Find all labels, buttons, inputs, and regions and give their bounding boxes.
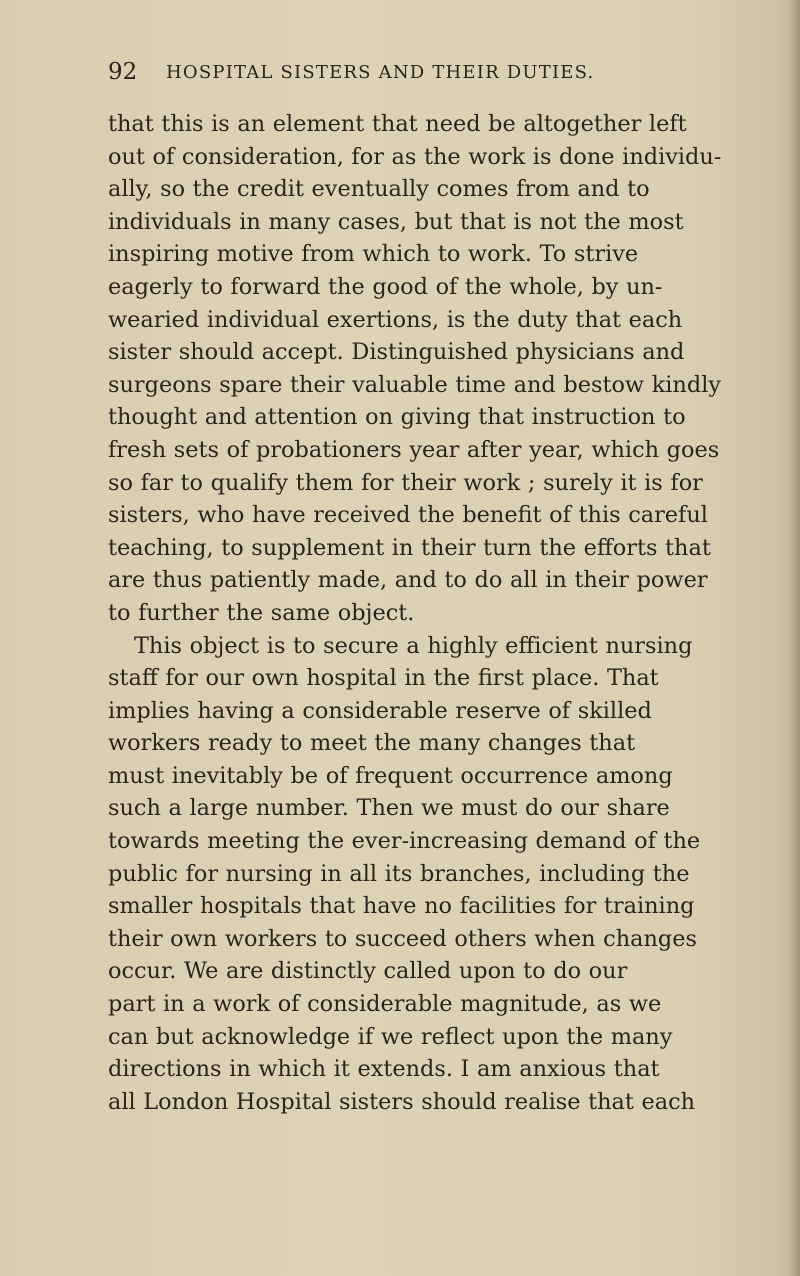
text-line: part in a work of considerable magnitude, as we — [108, 991, 662, 1018]
text-line: to further the same object. — [108, 599, 415, 626]
text-line: their own workers to succeed others when changes — [108, 925, 697, 952]
text-line: that this is an element that need be altogether left — [108, 111, 687, 137]
text-line: inspiring motive from which to work. To strive — [108, 241, 639, 268]
text-line: out of consideration, for as the work is done individu- — [108, 143, 722, 170]
running-title: HOSPITAL SISTERS AND THEIR DUTIES. — [166, 62, 595, 83]
text-line: so far to qualify them for their work ; surely it is for — [108, 469, 703, 496]
page-number: 92 — [108, 59, 138, 85]
text-line: surgeons spare their valuable time and bestow kindly — [108, 371, 721, 398]
body-text — [108, 108, 800, 1118]
text-line: wearied individual exertions, is the duty that each — [108, 306, 683, 333]
text-line: staff for our own hospital in the first place. That — [108, 665, 659, 692]
text-line: all London Hospital sisters should realise that each — [108, 1088, 696, 1115]
text-line: workers ready to meet the many changes that — [108, 730, 636, 757]
text-line: must inevitably be of frequent occurrence among — [108, 762, 673, 789]
text-line: eagerly to forward the good of the whole, by un- — [108, 273, 663, 300]
text-line: implies having a considerable reserve of skilled — [108, 697, 652, 724]
text-line: public for nursing in all its branches, including the — [108, 860, 690, 887]
text-line: occur. We are distinctly called upon to do our — [108, 958, 628, 985]
text-line: are thus patiently made, and to do all in their power — [108, 567, 708, 594]
paragraph-start-line: This object is to secure a highly efficient nursing — [134, 632, 693, 659]
text-line: sisters, who have received the benefit of this careful — [108, 502, 708, 529]
text-line: towards meeting the ever-increasing demand of the — [108, 828, 701, 855]
text-line: fresh sets of probationers year after year, which goes — [108, 436, 720, 463]
page-header — [108, 58, 708, 88]
text-line: thought and attention on giving that instruction to — [108, 404, 686, 431]
text-line: sister should accept. Distinguished physicians and — [108, 339, 685, 366]
text-line: teaching, to supplement in their turn the efforts that — [108, 534, 711, 561]
text-line: individuals in many cases, but that is not the most — [108, 208, 684, 235]
text-line: such a large number. Then we must do our share — [108, 795, 670, 822]
text-line: can but acknowledge if we reflect upon the many — [108, 1023, 673, 1050]
text-line: directions in which it extends. I am anxious that — [108, 1056, 660, 1083]
text-line: smaller hospitals that have no facilities for training — [108, 893, 695, 920]
text-line: ally, so the credit eventually comes from and to — [108, 176, 650, 203]
